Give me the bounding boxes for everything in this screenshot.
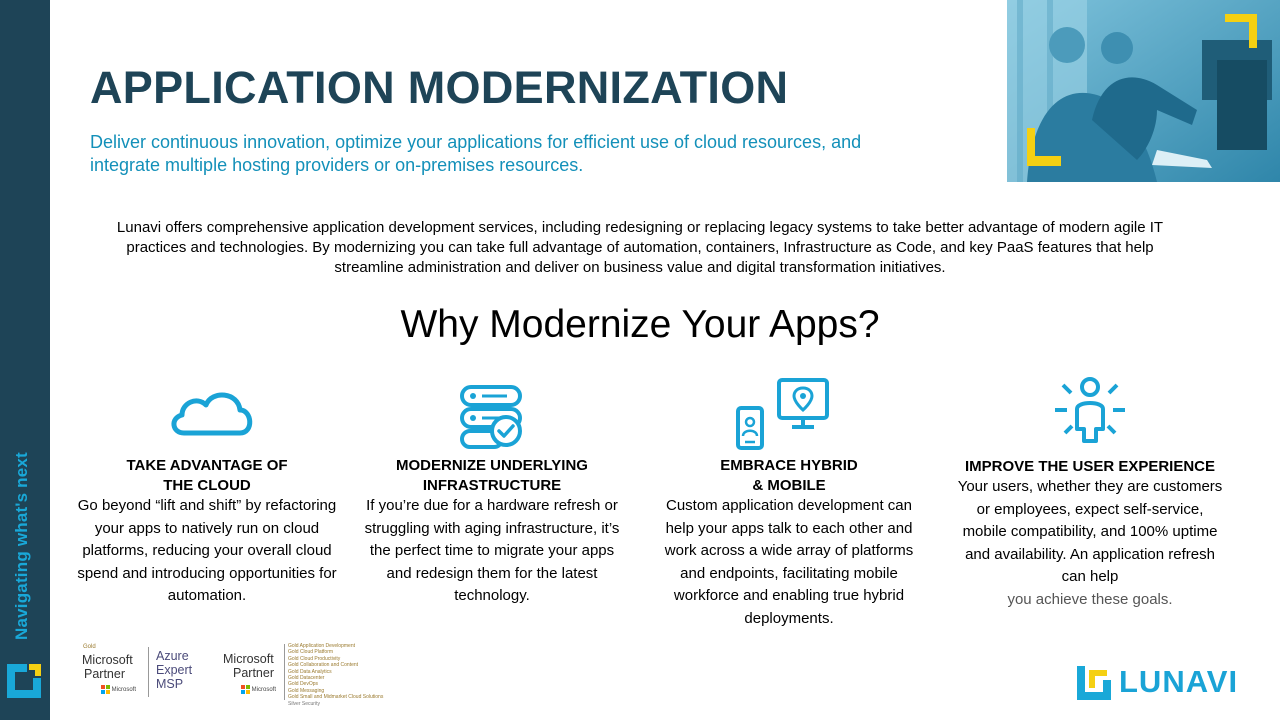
server-check-icon (357, 378, 627, 458)
microsoft-gold-partner-badge: Microsoft Partner Microsoft (223, 650, 287, 700)
lunavi-mark-icon (1077, 666, 1111, 700)
mobile-desktop-icon (654, 374, 924, 454)
benefit-title-hybrid: EMBRACE HYBRID & MOBILE (720, 457, 858, 494)
lunavi-logo (1077, 664, 1247, 700)
microsoft-partner-azure-badge: Gold Microsoft Partner Microsoft Azure Expert MSP (82, 644, 202, 700)
lunavi-wordmark: LUNAVI (1119, 664, 1239, 699)
left-sidebar (0, 0, 50, 720)
benefit-text-cloud: Go beyond “lift and shift” by refactoring your apps to natively run on cloud platforms, reducing your overall cloud spend and introducing opportunities for automation. (77, 497, 337, 604)
person-sparkle-icon (955, 373, 1225, 453)
benefit-title-cloud: TAKE ADVANTAGE OF THE CLOUD (126, 457, 288, 494)
header-photo (1007, 0, 1280, 182)
benefit-text-hybrid: Custom application development can help your apps talk to each other and work across a wide array of platforms and endpoints, facilitating mobile workforce and enabling true hybrid deployments. (664, 497, 914, 627)
benefit-title-user-experience: IMPROVE THE USER EXPERIENCE (964, 458, 1216, 475)
benefit-text-user-experience: Your users, whether they are customers or employees, expect self-service, mobile compatibility, and 100% uptime and availability. An application refresh can help you achieve these goals. (957, 478, 1223, 608)
microsoft-logo-icon (241, 685, 250, 694)
gold-competencies-list: Gold Application Development Gold Cloud Platform Gold Cloud Productivity Gold Collaboration and Content Gold Data Analytics Gold Datacenter Gold DevOps Gold Messaging Gold Small and Midmarket Cloud Solutions Silver Security (288, 643, 384, 707)
cloud-icon (72, 378, 342, 458)
page-title: APPLICATION MODERNIZATION (90, 62, 789, 113)
microsoft-logo-icon (101, 685, 110, 694)
intro-paragraph: Lunavi offers comprehensive application development services, including redesigning or replacing legacy systems to take better advantage of modern agile IT practices and technologies. By modernizing you can take full advantage of automation, containers, Infrastructure as Code, and key PaaS features that help streamline administration and deliver on business value and digital transformation initiatives. (116, 219, 1164, 276)
benefit-text-infrastructure: If you’re due for a hardware refresh or struggling with aging infrastructure, it’s the perfect time to migrate your apps and redesign them for the latest technology. (364, 497, 620, 604)
sidebar-tagline: Navigating what's next (12, 452, 31, 640)
why-heading: Why Modernize Your Apps? (400, 303, 880, 346)
office-photo-image (1007, 0, 1280, 182)
benefit-title-infrastructure: MODERNIZE UNDERLYING INFRASTRUCTURE (396, 457, 588, 494)
page-subtitle: Deliver continuous innovation, optimize your applications for efficient use of cloud resources, and integrate multiple hosting providers or on-premises resources. (90, 132, 862, 175)
lunavi-mark-icon (7, 664, 41, 698)
